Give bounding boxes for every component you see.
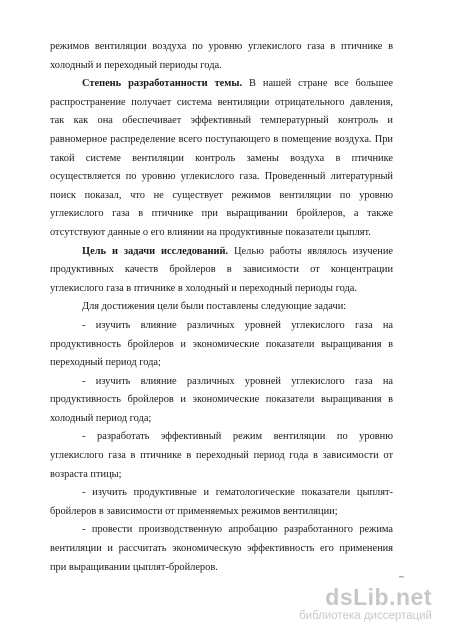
list-item-task-1: - изучить влияние различных уровней углекислого газа на продуктивность бройлеров и экономические показатели выращивания в переходный период года;	[50, 319, 393, 369]
paragraph-tasks-intro: Для достижения цели были поставлены следующие задачи:	[82, 301, 347, 313]
watermark-subtitle: библиотека диссертаций	[299, 610, 432, 622]
watermark	[299, 585, 432, 623]
paragraph-topic-development-text: В нашей стране все большее распространение получает система вентиляции отрицательного давления, так как она обеспечивает эффективный температурный контроль и равномерное распределение всего поступающего в помещение воздуха. При такой системе вентиляции контроль замены воздуха в птичнике осуществляется по уровню углекислого газа. Проведенный литературный поиск показал, что не существует режимов вентиляции по уровню углекислого газа в птичнике при выращивании бройлеров, а также отсутствуют данные о его влиянии на продуктивные показатели цыплят.	[50, 78, 393, 238]
paragraph-topic-development	[50, 75, 393, 242]
paragraph-goals-text: Целью работы являлось изучение продуктивных качеств бройлеров в зависимости от концентрации углекислого газа в птичнике в холодный и переходный периоды года.	[50, 245, 393, 294]
list-item-task-4: - изучить продуктивные и гематологические показатели цыплят-бройлеров в зависимости от применяемых режимов вентиляции;	[50, 487, 393, 517]
heading-goals: Цель и задачи исследований.	[82, 245, 229, 257]
page-number: ~	[399, 572, 404, 582]
document-body	[50, 38, 393, 577]
paragraph-intro-continuation: режимов вентиляции воздуха по уровню углекислого газа в птичнике в холодный и переходный периоды года.	[50, 41, 393, 71]
paragraph-goals	[50, 243, 393, 299]
watermark-logo: dsLib.net	[325, 584, 432, 610]
list-item-task-3: - разработать эффективный режим вентиляции по уровню углекислого газа в птичнике в переходный период года в зависимости от возраста птицы;	[50, 431, 393, 480]
list-item-task-2: - изучить влияние различных уровней углекислого газа на продуктивность бройлеров и экономические показатели выращивания в холодный период года;	[50, 375, 393, 424]
heading-topic-development: Степень разработанности темы.	[82, 78, 243, 90]
list-item-task-5: - провести производственную апробацию разработанного режима вентиляции и рассчитать экономическую эффективность его применения при выращивании цыплят-бройлеров.	[50, 524, 393, 573]
